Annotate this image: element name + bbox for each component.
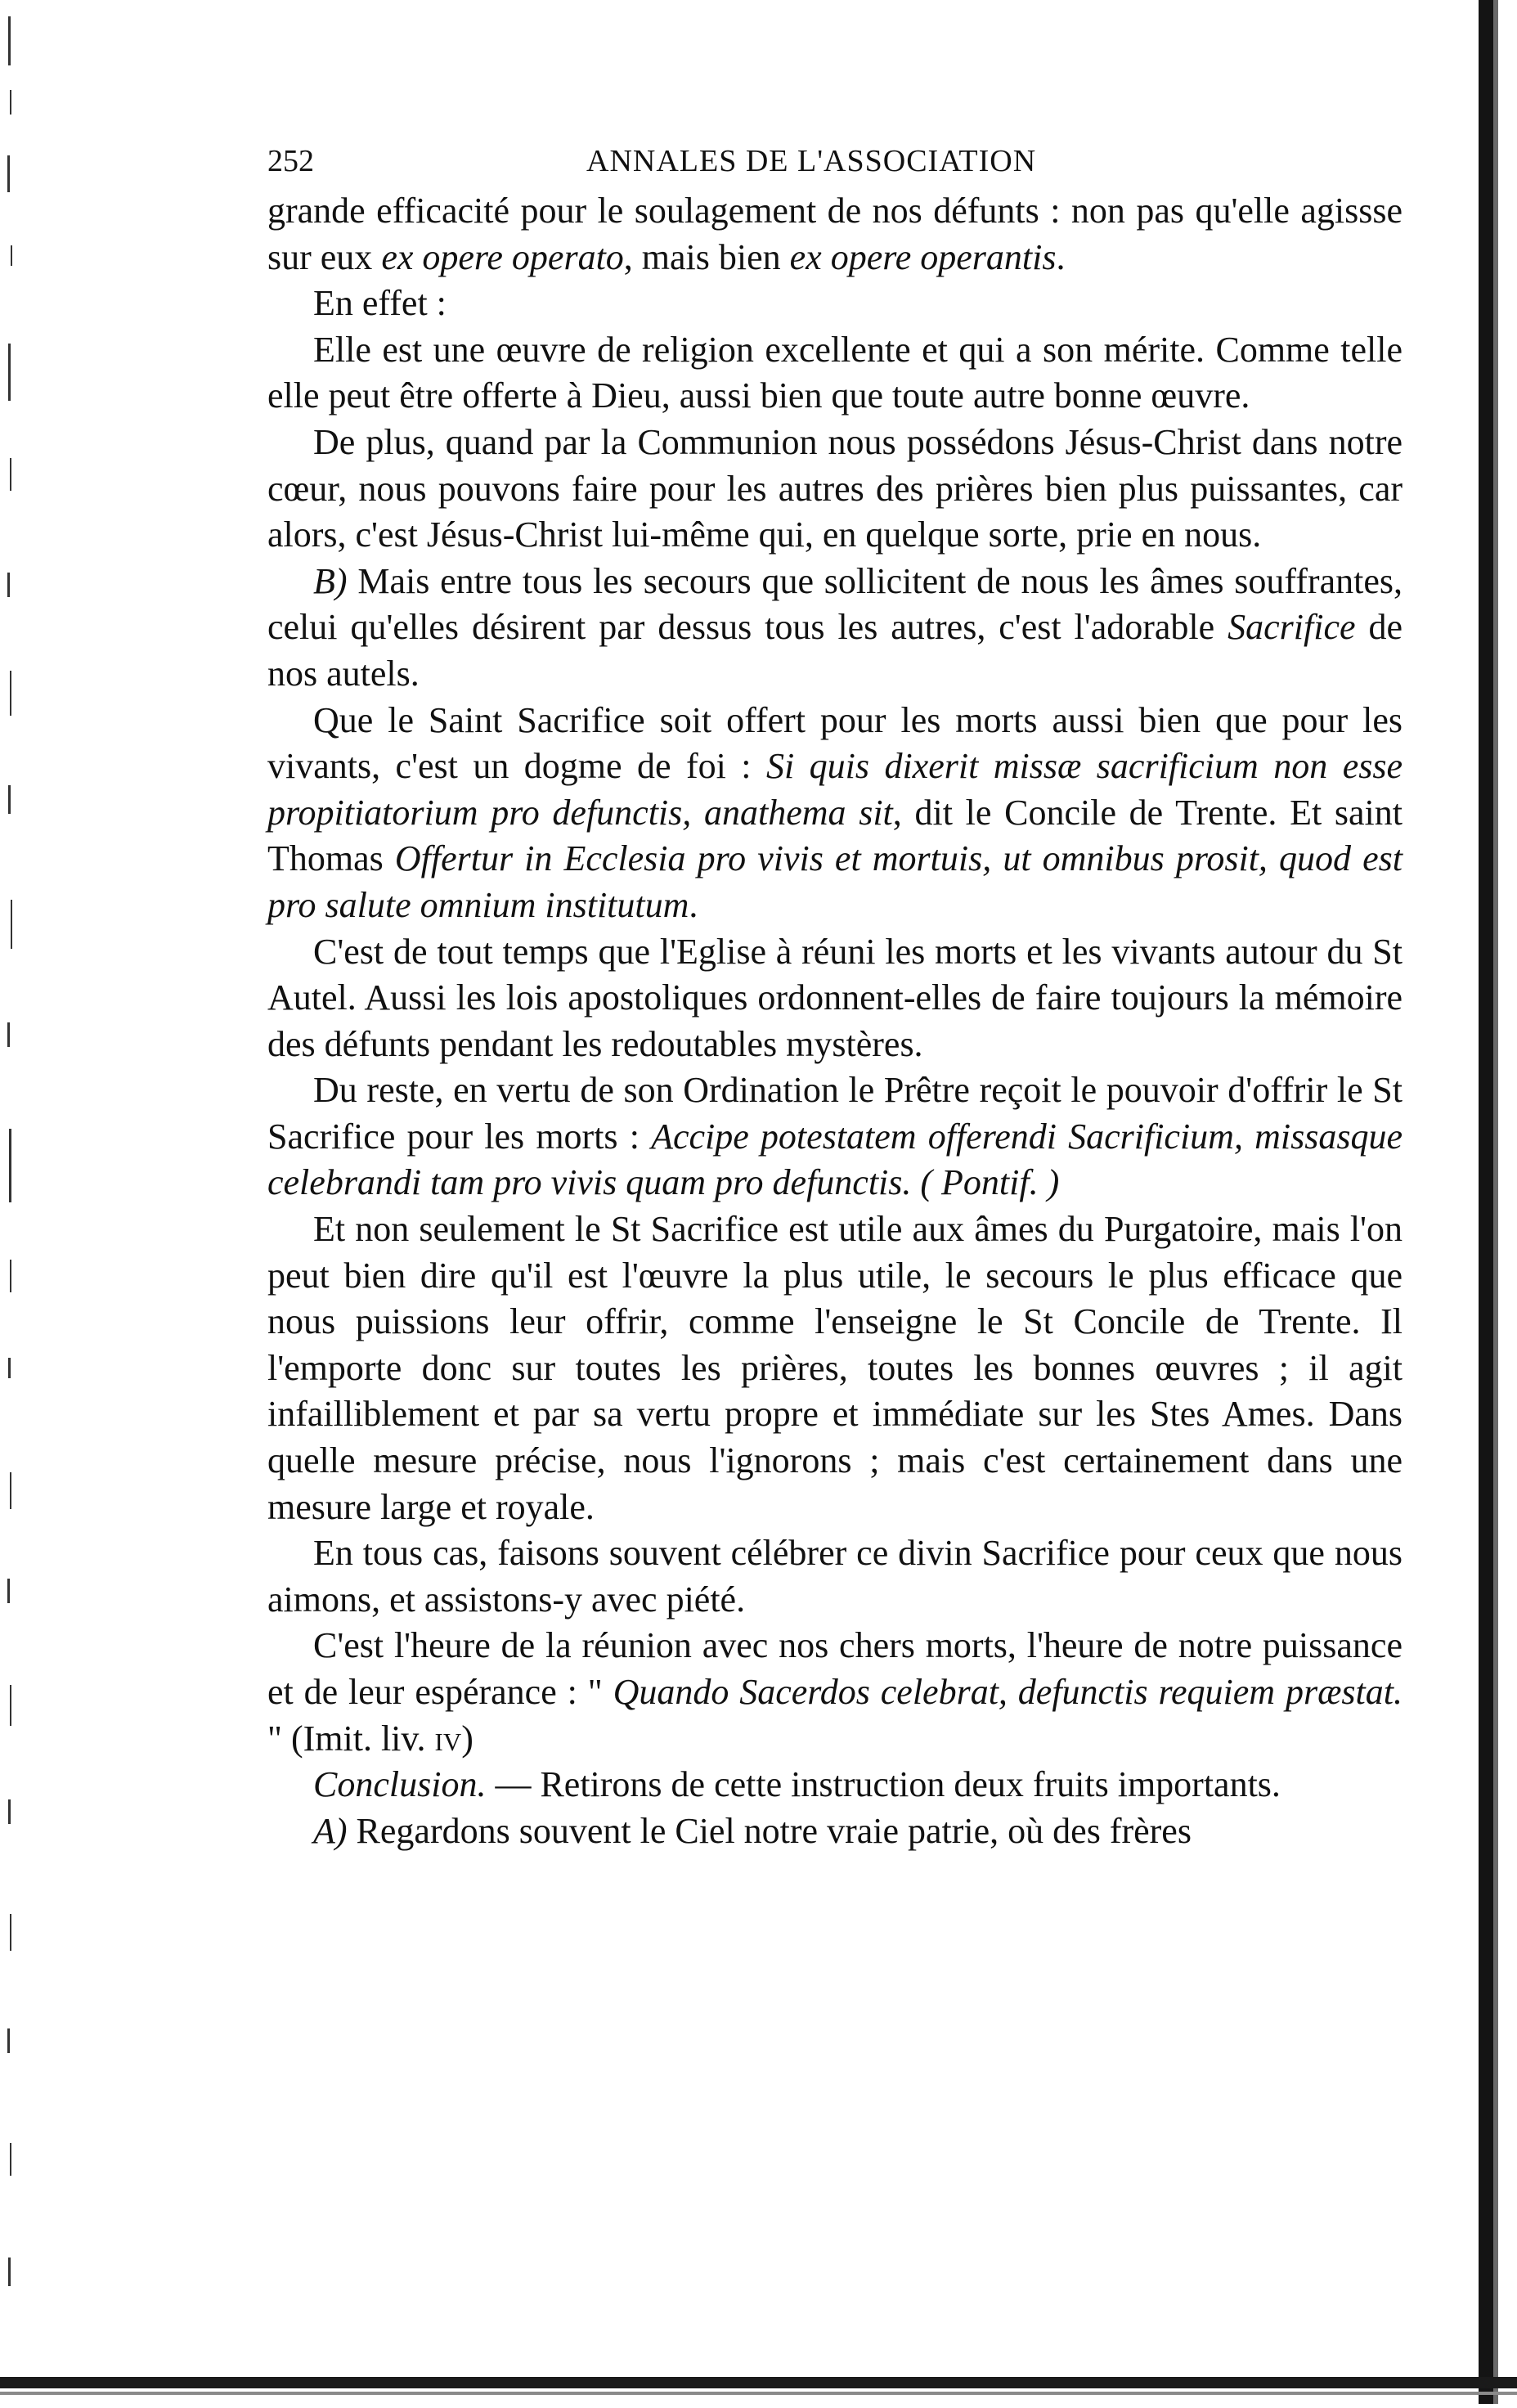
running-head (267, 141, 1403, 182)
running-title: ANNALES DE L'ASSOCIATION (586, 144, 1037, 178)
text-run: C'est l'heure de la réunion avec nos chers morts, l'heure de notre puissance et de leur espérance : " (267, 1625, 1403, 1712)
latin-quote: Offertur in Ecclesia pro vivis et mortuis, ut omnibus prosit, quod est pro salute omnium institutum (267, 838, 1403, 925)
paragraph-11 (267, 1623, 1403, 1762)
text-run: Mais entre tous les secours que sollicitent de nous les âmes souffrantes, celui qu'elles désirent par dessus tous les autres, c'est l'adorable (267, 560, 1403, 648)
right-scan-border-shadow (1493, 0, 1498, 2404)
text-run: . (689, 884, 698, 925)
text-run: , mais bien (623, 236, 790, 277)
paragraph-5 (267, 559, 1403, 698)
text-run: ) (461, 1718, 474, 1759)
paragraph-1 (267, 188, 1403, 281)
text-run: Que le Saint Sacrifice soit offert pour les morts aussi bien que pour les vivants, c'est un dogme de foi : (267, 699, 1403, 787)
latin-quote: Si quis dixerit missæ sacrificium non esse propitiatorium pro defunctis, anathema sit (267, 746, 1403, 833)
paragraph-6 (267, 698, 1403, 929)
section-marker: B) (313, 560, 348, 601)
paragraph-9: Et non seulement le St Sacrifice est utile aux âmes du Purgatoire, mais l'on peut bien dire qu'il est l'œuvre la plus utile, le secours le plus efficace que nous puissions leur offrir, comme l'enseigne le St Concile de Trente. Il l'emporte donc sur toutes les prières, toutes les bonnes œuvres ; il agit infailliblement et par sa vertu propre et immédiate sur les Stes Ames. Dans quelle mesure précise, nous l'ignorons ; mais c'est certainement dans une mesure large et royale. (267, 1209, 1403, 1527)
latin-phrase: ex opere operato (381, 236, 624, 277)
left-edge-specks (5, 0, 16, 2404)
paragraph-8 (267, 1067, 1403, 1206)
bottom-scan-border-shadow (0, 2392, 1517, 2395)
emphasis: Sacrifice (1228, 607, 1356, 648)
right-scan-border (1479, 0, 1495, 2404)
text-run: Du reste, en vertu de son Ordination le Prêtre reçoit le pouvoir d'offrir le St Sacrifice pour les morts : (267, 1070, 1403, 1157)
page-number: 252 (267, 144, 314, 178)
latin-phrase: ex opere operantis (789, 236, 1057, 277)
roman-numeral: iv (434, 1718, 462, 1759)
paragraph-7: C'est de tout temps que l'Eglise à réuni les morts et les vivants autour du St Autel. Aussi les lois apostoliques ordonnent-elles de faire toujours la mémoire des défunts pendant les redoutables mystères. (267, 931, 1403, 1064)
text-run: Regardons souvent le Ciel notre vraie patrie, où des frères (347, 1810, 1192, 1851)
left-scan-margin (5, 0, 16, 2404)
latin-quote: Accipe potestatem offerendi Sacrificium, missasque celebrandi tam pro vivis quam pro defunctis. ( Pontif. ) (267, 1116, 1403, 1203)
latin-quote: Quando Sacerdos celebrat, defunctis requiem præstat. (613, 1672, 1403, 1712)
text-run: " (Imit. liv. (267, 1718, 435, 1759)
text-run: — Retirons de cette instruction deux fruits importants. (486, 1764, 1281, 1805)
conclusion-heading: Conclusion. (313, 1764, 487, 1805)
paragraph-10: En tous cas, faisons souvent célébrer ce divin Sacrifice pour ceux que nous aimons, et assistons-y avec piété. (267, 1533, 1403, 1620)
paragraph-13 (267, 1808, 1403, 1855)
section-marker: A) (313, 1810, 348, 1851)
paragraph-3: Elle est une œuvre de religion excellente et qui a son mérite. Comme telle elle peut être offerte à Dieu, aussi bien que toute autre bonne œuvre. (267, 329, 1403, 416)
paragraph-12 (267, 1762, 1403, 1808)
body-text (267, 188, 1403, 1854)
text-run: grande efficacité pour le soulagement de nos défunts : non pas qu'elle agissse sur eux (267, 191, 1403, 277)
paragraph-4: De plus, quand par la Communion nous possédons Jésus-Christ dans notre cœur, nous pouvons faire pour les autres des prières bien plus puissantes, car alors, c'est Jésus-Christ lui-même qui, en quelque sorte, prie en nous. (267, 421, 1403, 555)
text-run: , dit le Concile de Trente. Et saint Thomas (267, 792, 1403, 879)
text-run: . (1056, 236, 1066, 277)
text-run: de nos autels. (267, 607, 1403, 694)
bottom-scan-border (0, 2377, 1517, 2388)
paragraph-2: En effet : (313, 283, 447, 324)
